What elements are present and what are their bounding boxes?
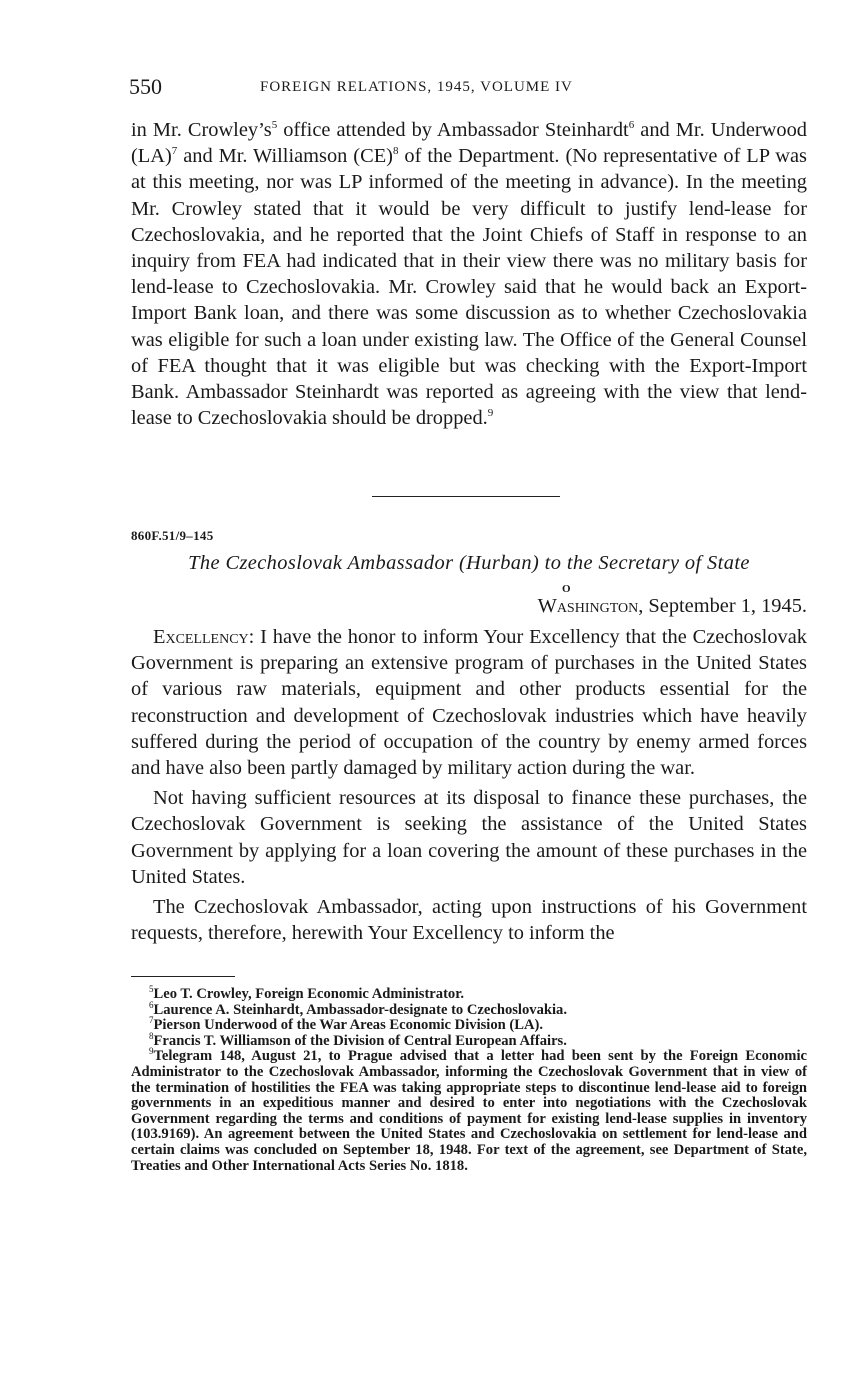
footnote-6 <box>131 999 807 1019</box>
footnotes <box>131 984 807 1174</box>
letter-body <box>131 624 807 950</box>
text-run: : I have the honor to inform Your Excellency that the Czechoslovak Government is preparing an extensive program of purchases in the United States of various raw materials, equipment and other products essential for the reconstruction and development of Czechoslovak industries which have heavily suffered during the period of occupation of the country by enemy armed forces and have also been partly damaged by military action during the war. <box>131 626 807 780</box>
footnote-text: Telegram 148, August 21, to Prague advised that a letter had been sent by the Foreign Economic Administrator to the Czechoslovak Ambassador, informing the Czechoslovak Government that in view of the termination of hostilities the FEA was taking appropriate steps to discontinue lend-lease aid to foreign governments in an expeditious manner and desired to enter into negotiations with the Czechoslovak Government regarding the terms and conditions of payment for existing lend-lease supplies in inventory (103.9169). An agreement between the United States and Czechoslovakia on settlement for lend-lease and certain claims was concluded on September 18, 1948. For text of the agreement, see Department of State, Treaties and Other International Acts Series No. 1818. <box>131 1048 807 1174</box>
footnote-ref-7: 7 <box>171 145 178 158</box>
footnote-number: 6 <box>149 999 154 1010</box>
section-divider <box>372 496 560 497</box>
footnote-rule <box>131 976 235 977</box>
letter-paragraph-3: The Czechoslovak Ambassador, acting upon instructions of his Government requests, therefore, herewith Your Excellency to inform the <box>131 896 807 945</box>
footnote-number: 7 <box>149 1015 154 1026</box>
text-run: office attended by Ambassador Steinhardt <box>277 119 629 141</box>
footnote-ref-8: 8 <box>392 145 399 158</box>
running-head-title: FOREIGN RELATIONS, 1945, VOLUME IV <box>260 79 573 95</box>
paragraph <box>131 117 807 431</box>
footnote-ref-9: 9 <box>487 407 494 420</box>
letter-paragraph-2: Not having sufficient resources at its disposal to finance these purchases, the Czechoslovak Government is seeking the assistance of the United States Government by applying for a loan covering the amount of these purchases in the United States. <box>131 787 807 888</box>
text-run: of the Department. (No representative of LP was at this meeting, nor was LP informed of the meeting in advance). In the meeting Mr. Crowley stated that it would be very difficult to justify lend-lease for Czechoslovakia, and he reported that the Joint Chiefs of Staff in response to an inquiry from FEA had indicated that in their view there was no military basis for lend-lease to Czechoslovakia. Mr. Crowley said that he would back an Export-Import Bank loan, and there was some discussion as to whether Czechoslovakia was eligible for such a loan under existing law. The Office of the General Counsel of FEA thought that it was eligible but was checking with the Export-Import Bank. Ambassador Steinhardt was reported as agreeing with the view that lend-lease to Czechoslovakia should be dropped. <box>131 145 807 430</box>
page-number: 550 <box>129 74 162 99</box>
footnote-text: Francis T. Williamson of the Division of Central European Affairs. <box>153 1032 567 1049</box>
footnote-number: 8 <box>149 1030 154 1041</box>
footnote-ref-5: 5 <box>271 119 278 132</box>
text-run: and Mr. Williamson (CE) <box>177 145 393 168</box>
dateline <box>538 595 807 618</box>
continued-paragraph <box>131 117 807 431</box>
footnote-9 <box>131 1046 807 1174</box>
running-head <box>129 74 809 102</box>
text-run: and Mr. Underwood (LA) <box>131 119 807 168</box>
letter-paragraph-1 <box>131 624 807 781</box>
dateline-date: , September 1, 1945. <box>638 595 807 617</box>
text-run: in Mr. Crowley’s <box>131 119 272 141</box>
footnote-text: Leo T. Crowley, Foreign Economic Administrator. <box>153 986 465 1002</box>
footnote-text: Laurence A. Steinhardt, Ambassador-designate to Czechoslovakia. <box>153 1001 567 1018</box>
document-title: The Czechoslovak Ambassador (Hurban) to the Secretary of State <box>188 552 750 574</box>
footnote-5 <box>131 984 807 1003</box>
footnote-7 <box>131 1015 807 1034</box>
salutation: Excellency <box>153 626 249 648</box>
file-number: 860F.51/9–145 <box>131 528 214 543</box>
footnote-ref-6: 6 <box>628 119 635 132</box>
footnote-number: 9 <box>149 1046 154 1057</box>
footnote-text: Pierson Underwood of the War Areas Economic Division (LA). <box>153 1017 544 1034</box>
dateline-place: Washington <box>537 595 639 617</box>
archive-mark: O <box>562 583 571 595</box>
footnote-number: 5 <box>149 984 154 995</box>
